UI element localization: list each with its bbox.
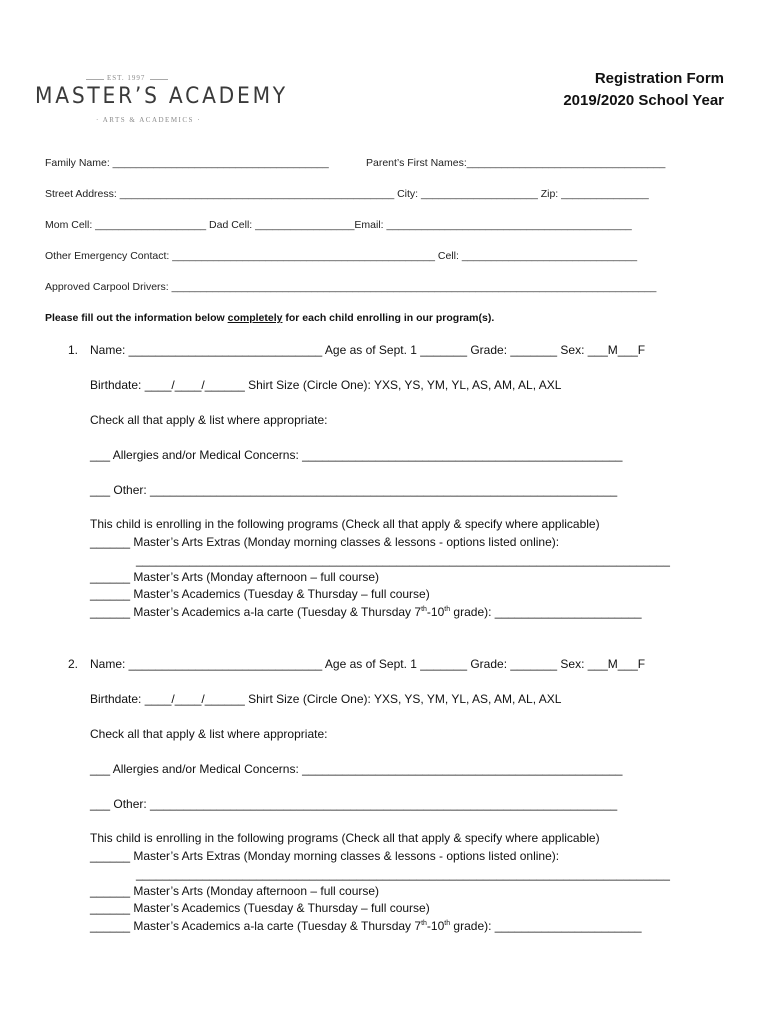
check-all-label: Check all that apply & list where appropriate: xyxy=(90,727,328,741)
form-title: Registration Form xyxy=(594,70,724,87)
logo-established: EST. 1997 xyxy=(107,74,146,82)
emergency-contact-field[interactable]: Other Emergency Contact: _____________________________________________ Cell: ______________________________ xyxy=(45,250,638,262)
arts-extras-line[interactable]: ________________________________________________________________________________ xyxy=(136,553,670,567)
child-number: 1. xyxy=(68,343,79,357)
arts-option[interactable]: ______ Master’s Arts (Monday afternoon – full course) xyxy=(90,570,380,584)
arts-extras-option[interactable]: ______ Master’s Arts Extras (Monday morning classes & lessons - options listed online): xyxy=(90,535,560,549)
academics-option[interactable]: ______ Master’s Academics (Tuesday & Thursday – full course) xyxy=(90,901,430,915)
academics-alacarte-option[interactable]: ______ Master’s Academics a-la carte (Tuesday & Thursday 7th-10th grade): ______________________ xyxy=(90,919,642,933)
arts-extras-line[interactable]: ________________________________________________________________________________ xyxy=(136,867,670,881)
birthdate-shirt-size-field[interactable]: Birthdate: ____/____/______ Shirt Size (Circle One): YXS, YS, YM, YL, AS, AM, AL, AXL xyxy=(90,378,562,392)
parent-cells-email-field[interactable]: Mom Cell: ___________________ Dad Cell: _________________Email: __________________________________________ xyxy=(45,219,632,231)
instruction-note: Please fill out the information below completely for each child enrolling in our program(s). xyxy=(45,312,495,324)
logo-tagline: · ARTS & ACADEMICS · xyxy=(96,116,202,124)
allergies-field[interactable]: ___ Allergies and/or Medical Concerns: ________________________________________________ xyxy=(90,762,623,776)
child-name-age-grade-sex-field[interactable]: Name: _____________________________ Age as of Sept. 1 _______ Grade: _______ Sex: ___M___F xyxy=(90,343,646,357)
logo-rule-right xyxy=(150,79,168,80)
arts-extras-option[interactable]: ______ Master’s Arts Extras (Monday morning classes & lessons - options listed online): xyxy=(90,849,560,863)
enrolling-label: This child is enrolling in the following programs (Check all that apply & specify where applicable) xyxy=(90,831,600,845)
logo-rule-left xyxy=(86,79,104,80)
academics-alacarte-option[interactable]: ______ Master’s Academics a-la carte (Tuesday & Thursday 7th-10th grade): ______________________ xyxy=(90,605,642,619)
enrolling-label: This child is enrolling in the following programs (Check all that apply & specify where applicable) xyxy=(90,517,600,531)
arts-option[interactable]: ______ Master’s Arts (Monday afternoon – full course) xyxy=(90,884,380,898)
carpool-drivers-field[interactable]: Approved Carpool Drivers: ___________________________________________________________________________________ xyxy=(45,281,657,293)
academics-option[interactable]: ______ Master’s Academics (Tuesday & Thursday – full course) xyxy=(90,587,430,601)
child-number: 2. xyxy=(68,657,79,671)
street-address-field[interactable]: Street Address: _______________________________________________ City: ____________________ Zip: _______________ xyxy=(45,188,649,200)
logo-wordmark: MASTER’S ACADEMY xyxy=(35,84,288,109)
check-all-label: Check all that apply & list where appropriate: xyxy=(90,413,328,427)
birthdate-shirt-size-field[interactable]: Birthdate: ____/____/______ Shirt Size (Circle One): YXS, YS, YM, YL, AS, AM, AL, AXL xyxy=(90,692,562,706)
other-field[interactable]: ___ Other: ______________________________________________________________________ xyxy=(90,797,618,811)
school-year: 2019/2020 School Year xyxy=(563,92,724,109)
other-field[interactable]: ___ Other: ______________________________________________________________________ xyxy=(90,483,618,497)
child-name-age-grade-sex-field[interactable]: Name: _____________________________ Age as of Sept. 1 _______ Grade: _______ Sex: ___M___F xyxy=(90,657,646,671)
parents-first-names-field[interactable]: Parent’s First Names:__________________________________ xyxy=(366,157,666,169)
family-name-field[interactable]: Family Name: _____________________________________ xyxy=(45,157,329,169)
allergies-field[interactable]: ___ Allergies and/or Medical Concerns: ________________________________________________ xyxy=(90,448,623,462)
